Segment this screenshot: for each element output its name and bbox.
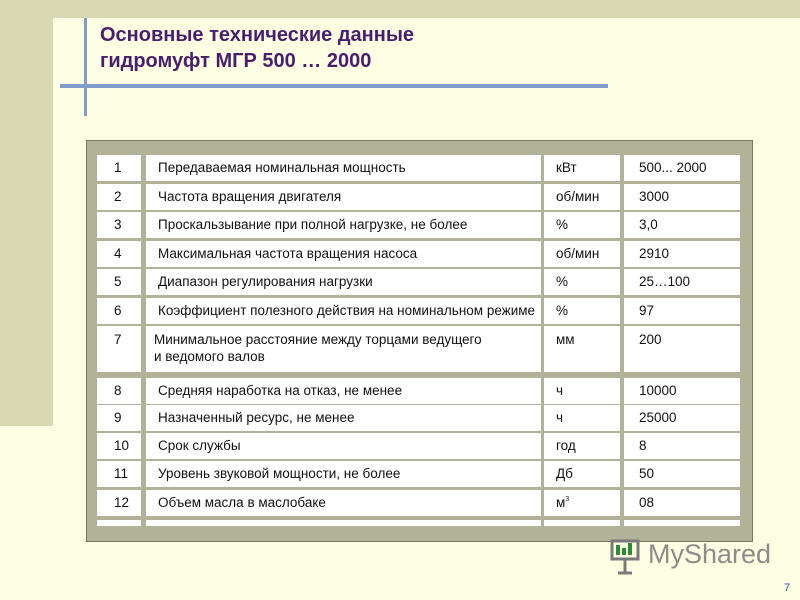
row-number: 10 (97, 433, 141, 459)
parameter-name (146, 326, 541, 372)
unit: Дб (544, 461, 620, 487)
title-line-2: гидромуфт МГР 500 … 2000 (100, 50, 372, 72)
specs-table (86, 140, 753, 542)
row-number: 6 (97, 298, 141, 324)
row-number: 11 (97, 461, 141, 487)
row-number-empty (97, 520, 141, 526)
value: 25…100 (624, 269, 740, 295)
unit: % (544, 298, 620, 324)
row-number: 3 (97, 212, 141, 238)
parameter-name-empty (146, 520, 541, 526)
parameter-name: Срок службы (146, 433, 541, 459)
parameter-name: Частота вращения двигателя (146, 184, 541, 210)
unit: ч (544, 405, 620, 431)
parameter-name: Диапазон регулирования нагрузки (146, 269, 541, 295)
value: 10000 (624, 378, 740, 404)
value: 500... 2000 (624, 155, 740, 181)
unit: об/мин (544, 241, 620, 267)
presentation-board-icon (608, 539, 644, 575)
row-number: 4 (97, 241, 141, 267)
parameter-name: Проскальзывание при полной нагрузке, не более (146, 212, 541, 238)
title-line-1: Основные технические данные (100, 24, 415, 46)
row-number: 5 (97, 269, 141, 295)
row-number: 8 (97, 378, 141, 404)
unit-base: м (556, 495, 566, 510)
parameter-name: Максимальная частота вращения насоса (146, 241, 541, 267)
value: 2910 (624, 241, 740, 267)
unit: ч (544, 378, 620, 404)
myshared-logo (608, 537, 772, 575)
value: 200 (624, 326, 740, 372)
row-number: 7 (97, 326, 141, 372)
unit-superscript: 3 (565, 496, 570, 503)
value: 8 (624, 433, 740, 459)
row-number: 2 (97, 184, 141, 210)
unit: % (544, 269, 620, 295)
value: 97 (624, 298, 740, 324)
parameter-name: Средняя наработка на отказ, не менее (146, 378, 541, 404)
value: 3,0 (624, 212, 740, 238)
parameter-name: Объем масла в маслобаке (146, 490, 541, 516)
page-number: 7 (784, 582, 791, 594)
value: 08 (624, 490, 740, 516)
unit: % (544, 212, 620, 238)
unit: мм (544, 326, 620, 372)
parameter-name-line-1: Минимальное расстояние между торцами ведущего (154, 332, 482, 347)
unit: кВт (544, 155, 620, 181)
parameter-name: Назначенный ресурс, не менее (146, 405, 541, 431)
unit-empty (544, 520, 620, 526)
parameter-name-line-2: и ведомого валов (154, 349, 265, 364)
row-number: 1 (97, 155, 141, 181)
unit: об/мин (544, 184, 620, 210)
row-number: 9 (97, 405, 141, 431)
row-number: 12 (97, 490, 141, 516)
left-decor-band (0, 0, 53, 426)
logo-text: MyShared (648, 539, 772, 569)
value: 50 (624, 461, 740, 487)
unit: год (544, 433, 620, 459)
value-empty (624, 520, 740, 526)
parameter-name: Уровень звуковой мощности, не более (146, 461, 541, 487)
top-decor-band (53, 0, 800, 18)
slide-title (100, 22, 660, 74)
decor-horizontal-line (60, 84, 608, 88)
value: 25000 (624, 405, 740, 431)
parameter-name: Передаваемая номинальная мощность (146, 155, 541, 181)
unit (544, 490, 620, 516)
parameter-name: Коэффициент полезного действия на номинальном режиме (146, 298, 541, 324)
value: 3000 (624, 184, 740, 210)
decor-vertical-line (84, 18, 87, 116)
